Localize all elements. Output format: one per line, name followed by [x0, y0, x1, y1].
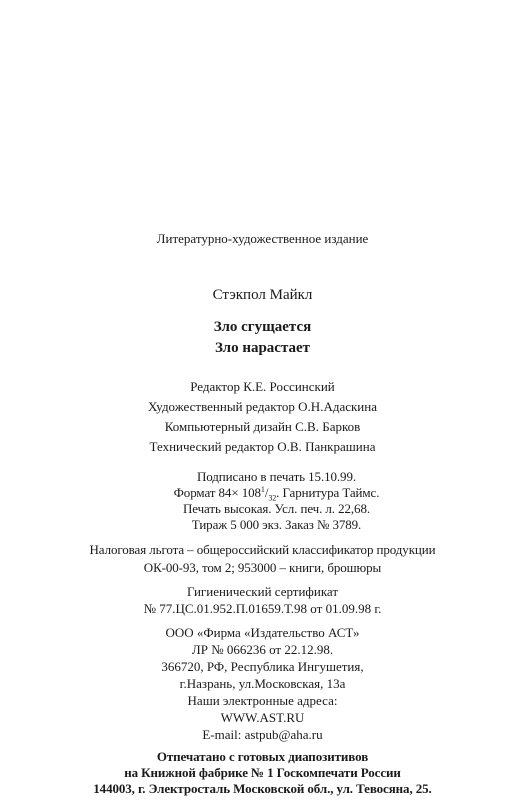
book-title-2: Зло нарастает [214, 340, 311, 356]
publisher-name: ООО «Фирма «Издательство АСТ» [165, 625, 360, 640]
publisher-email: E-mail: astpub@aha.ru [202, 727, 323, 742]
hygiene-number: № 77.ЦС.01.952.П.01659.Т.98 от 01.09.98 г. [143, 601, 382, 616]
print-signed: Подписано в печать 15.10.99. [196, 469, 357, 484]
print-format: Формат $84\times 108^1/_{32}$. Гарнитура Таймс. [173, 485, 380, 503]
tax-line-1: Налоговая льгота – общероссийский классификатор продукции [89, 542, 436, 557]
publisher-address-2: г.Назрань, ул.Московская, 13а [179, 676, 346, 691]
publisher-address-1: 366720, РФ, Республика Ингушетия, [161, 659, 364, 674]
credit-computer-design: Компьютерный дизайн С.В. Барков [164, 419, 361, 434]
print-run: Тираж 5 000 экз. Заказ № 3789. [191, 517, 362, 532]
printer-line-1: Отпечатано с готовых диапозитивов [156, 749, 369, 764]
credit-art-editor: Художественный редактор О.Н.Адаскина [148, 399, 377, 414]
print-method: Печать высокая. Усл. печ. л. 22,68. [182, 501, 370, 516]
credit-editor: Редактор К.Е. Россинский [190, 379, 335, 394]
edition-type: Литературно-художественное издание [156, 231, 369, 246]
tax-line-2: ОК-00-93, том 2; 953000 – книги, брошюры [143, 560, 382, 575]
printer-address: 144003, г. Электросталь Московской обл., ул. Тевосяна, 25. [93, 781, 432, 796]
book-title-1: Зло сгущается [213, 319, 312, 335]
hygiene-title: Гигиенический сертификат [186, 584, 339, 599]
publisher-license: ЛР № 066236 от 22.12.98. [191, 642, 334, 657]
author-name: Стэкпол Майкл [212, 287, 313, 303]
printer-line-2: на Книжной фабрике № 1 Госкомпечати России [124, 765, 401, 780]
publisher-website: WWW.AST.RU [220, 710, 305, 725]
publisher-web-label: Наши электронные адреса: [187, 693, 338, 708]
credit-tech-editor: Технический редактор О.В. Панкрашина [149, 439, 376, 454]
